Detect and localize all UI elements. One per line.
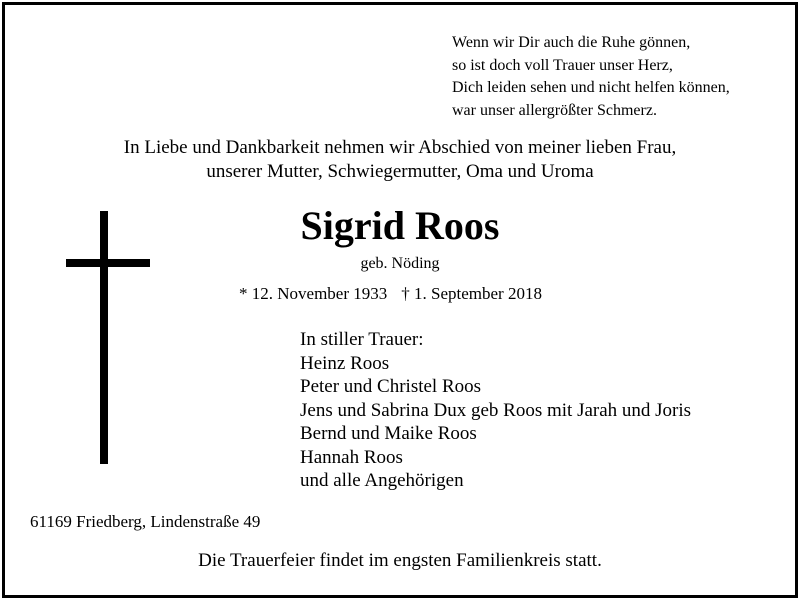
funeral-note: Die Trauerfeier findet im engsten Familienkreis statt. <box>198 550 602 571</box>
mourners-list <box>300 328 691 493</box>
life-dates <box>239 283 556 305</box>
birth-date: * 12. November 1933 <box>239 284 388 303</box>
poem-line: so ist doch voll Trauer unser Herz, <box>452 56 673 74</box>
mourner-name: Jens und Sabrina Dux geb Roos mit Jarah und Joris <box>300 399 692 421</box>
poem-line: Wenn wir Dir auch die Ruhe gönnen, <box>452 34 691 51</box>
family-address: 61169 Friedberg, Lindenstraße 49 <box>30 512 261 531</box>
mourners-heading: In stiller Trauer: <box>300 329 424 350</box>
mourner-name: Heinz Roos <box>300 352 390 374</box>
maiden-name: geb. Nöding <box>360 255 440 272</box>
mourner-name: und alle Angehörigen <box>300 470 464 491</box>
mourner-name: Peter und Christel Roos <box>300 376 482 397</box>
death-date: † 1. September 2018 <box>401 284 542 303</box>
mourner-name: Bernd und Maike Roos <box>300 423 477 444</box>
mourner-name: Hannah Roos <box>300 446 403 468</box>
intro-text <box>0 136 800 184</box>
poem-line: Dich leiden sehen und nicht helfen können, <box>452 79 730 96</box>
deceased-name: Sigrid Roos <box>300 203 500 248</box>
poem <box>452 32 730 122</box>
intro-line: unserer Mutter, Schwiegermutter, Oma und Uroma <box>206 161 594 182</box>
intro-line: In Liebe und Dankbarkeit nehmen wir Abschied von meiner lieben Frau, <box>123 137 677 158</box>
poem-line: war unser allergrößter Schmerz. <box>452 101 657 119</box>
